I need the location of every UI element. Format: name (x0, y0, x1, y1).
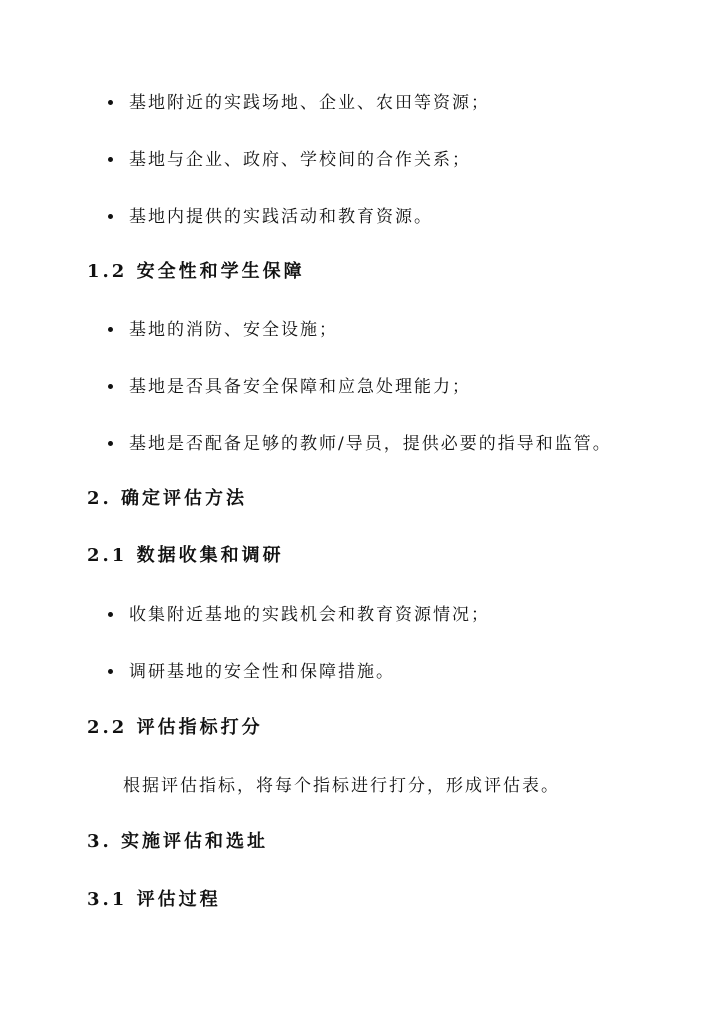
list-item-text: 收集附近基地的实践机会和教育资源情况； (129, 605, 490, 625)
bullet-icon (108, 441, 113, 446)
section-heading-2: 2. 确定评估方法 (87, 488, 248, 509)
list-item (108, 315, 338, 340)
bullet-icon (108, 612, 113, 617)
list-item (108, 88, 490, 113)
list-item (108, 657, 395, 682)
paragraph: 根据评估指标，将每个指标进行打分，形成评估表。 (123, 776, 560, 796)
section-heading-1-2: 1.2 安全性和学生保障 (87, 261, 305, 282)
bullet-icon (108, 384, 113, 389)
list-item (108, 145, 471, 170)
section-heading-2-2: 2.2 评估指标打分 (87, 717, 263, 738)
list-item-text: 基地是否具备安全保障和应急处理能力； (129, 377, 471, 397)
bullet-icon (108, 157, 113, 162)
bullet-icon (108, 327, 113, 332)
list-item (108, 600, 490, 625)
section-heading-3: 3. 实施评估和选址 (87, 831, 269, 852)
bullet-icon (108, 669, 113, 674)
section-heading-2-1: 2.1 数据收集和调研 (87, 545, 284, 566)
list-item-text: 基地是否配备足够的教师/导员，提供必要的指导和监管。 (129, 434, 612, 454)
list-item (108, 372, 471, 397)
bullet-icon (108, 214, 113, 219)
bullet-icon (108, 100, 113, 105)
list-item (108, 429, 612, 454)
list-item-text: 基地附近的实践场地、企业、农田等资源； (129, 93, 490, 113)
list-item (108, 202, 433, 227)
list-item-text: 基地内提供的实践活动和教育资源。 (129, 207, 433, 227)
list-item-text: 基地的消防、安全设施； (129, 320, 338, 340)
section-heading-3-1: 3.1 评估过程 (87, 889, 221, 910)
list-item-text: 调研基地的安全性和保障措施。 (129, 662, 395, 682)
list-item-text: 基地与企业、政府、学校间的合作关系； (129, 150, 471, 170)
